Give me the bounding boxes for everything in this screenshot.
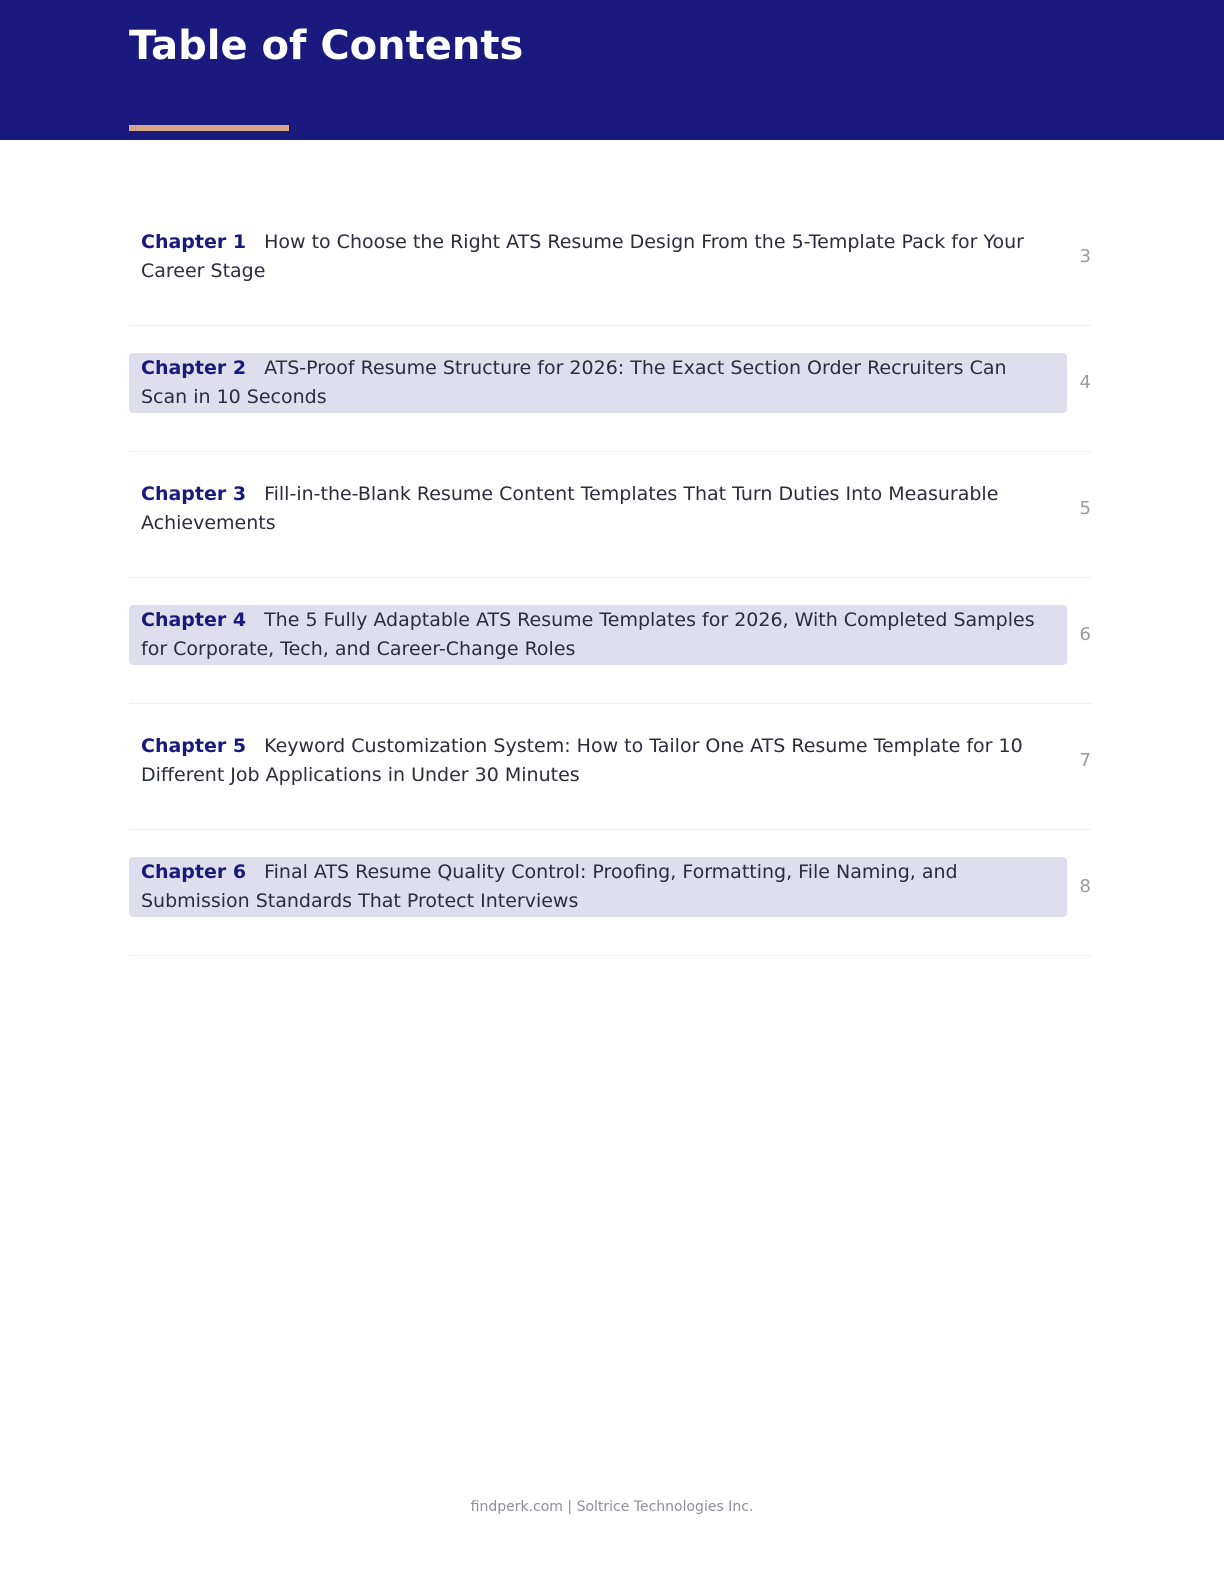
entry-divider [129, 955, 1091, 956]
page-number: 7 [1079, 750, 1091, 771]
toc-entry-chapter-3[interactable] [129, 452, 1091, 578]
chapter-label: Chapter 3 [141, 483, 247, 505]
chapter-title: Final ATS Resume Quality Control: Proofing, Formatting, File Naming, and Submission Standards That Protect Interviews [141, 861, 958, 912]
page-number: 8 [1079, 876, 1091, 897]
toc-entry-text [129, 857, 1067, 917]
chapter-title: ATS-Proof Resume Structure for 2026: The Exact Section Order Recruiters Can Scan in 10 Seconds [141, 357, 1007, 408]
toc-entry-text [129, 353, 1067, 413]
page-number: 6 [1079, 624, 1091, 645]
toc-entry-chapter-6[interactable] [129, 830, 1091, 956]
chapter-label: Chapter 1 [141, 231, 247, 253]
toc-entry-chapter-1[interactable] [129, 200, 1091, 326]
page-number: 3 [1079, 246, 1091, 267]
toc-entry-text [129, 731, 1067, 791]
header-banner [0, 0, 1224, 140]
toc-entry-text [129, 227, 1067, 287]
chapter-title: The 5 Fully Adaptable ATS Resume Templates for 2026, With Completed Samples for Corporate, Tech, and Career-Change Roles [141, 609, 1035, 660]
chapter-label: Chapter 5 [141, 735, 247, 757]
toc-entry-chapter-4[interactable] [129, 578, 1091, 704]
chapter-title: Fill-in-the-Blank Resume Content Templates That Turn Duties Into Measurable Achievements [141, 483, 999, 534]
footer-text: findperk.com | Soltrice Technologies Inc. [470, 1499, 754, 1515]
toc-entry-chapter-5[interactable] [129, 704, 1091, 830]
chapter-label: Chapter 4 [141, 609, 247, 631]
title-accent-bar [129, 125, 289, 131]
chapter-label: Chapter 2 [141, 357, 247, 379]
toc-entry-text [129, 605, 1067, 665]
chapter-title: Keyword Customization System: How to Tailor One ATS Resume Template for 10 Different Job Applications in Under 30 Minutes [141, 735, 1023, 786]
page-title: Table of Contents [129, 23, 524, 69]
page-number: 4 [1079, 372, 1091, 393]
toc-entry-text [129, 479, 1067, 539]
toc-entry-chapter-2[interactable] [129, 326, 1091, 452]
page-number: 5 [1079, 498, 1091, 519]
chapter-title: How to Choose the Right ATS Resume Design From the 5-Template Pack for Your Career Stage [141, 231, 1024, 282]
chapter-label: Chapter 6 [141, 861, 247, 883]
